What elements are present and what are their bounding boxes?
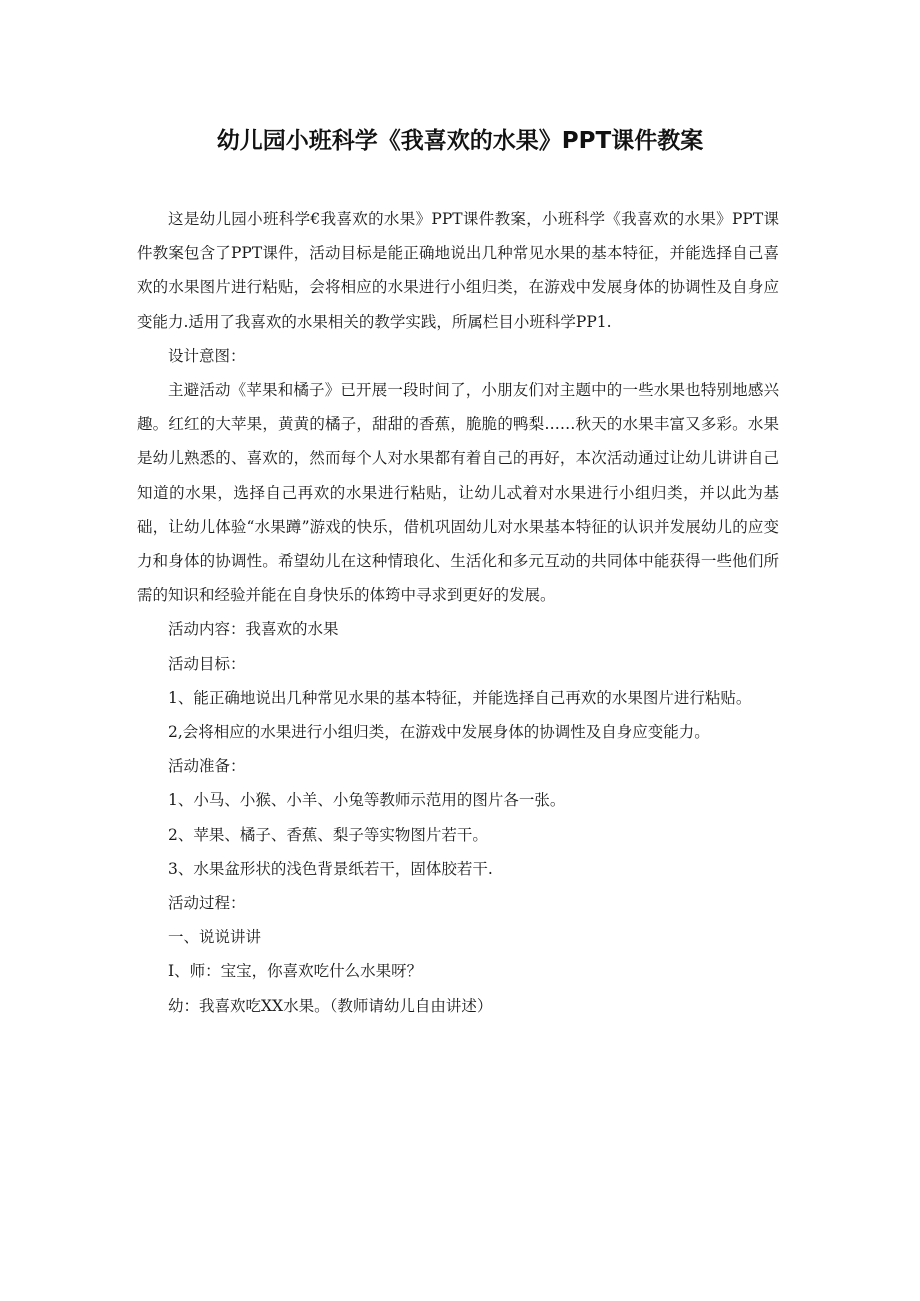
activity-goal-item: 2,会将相应的水果进行小组归类，在游戏中发展身体的协调性及自身应变能力。	[168, 723, 710, 742]
design-intent-paragraph: 主避活动《苹果和橘子》已开展一段时间了，小朋友们对主题中的一些水果也特别地感兴趣。红红的大苹果，黄黄的橘子，甜甜的香蕉，脆脆的鸭梨……秋天的水果丰富又多彩。水果是幼儿熟悉的、喜欢的，然而每个人对水果都有着自己的再好，本次活动通过让幼儿讲讲自己知道的水果，选择自己再欢的水果进行粘贴，让幼儿忒着对水果进行小组归类，并以此为基础，让幼儿体验“水果蹲”游戏的快乐，借机巩固幼儿对水果基本特征的认识并发展幼儿的应变力和身体的协调性。希望幼儿在这种情琅化、生活化和多元互动的共同体中能获得一些他们所需的知识和经验并能在自身快乐的体筠中寻求到更好的发展。	[137, 381, 779, 605]
activity-content-line: 活动内容：我喜欢的水果	[168, 620, 339, 639]
process-section-heading: 一、说说讲讲	[168, 928, 262, 947]
intro-paragraph: 这是幼儿园小班科学€我喜欢的水果》PPT课件教案，小班科学《我喜欢的水果》PPT课件教案包含了PPT课件，活动目标是能正确地说出几种常见水果的基本特征，并能选择自己喜欢的水果图片进行粘贴，会将相应的水果进行小组归类，在游戏中发展身体的协调性及自身应变能力.适用了我喜欢的水果相关的教学实践，所属栏目小班科学PP1.	[137, 210, 779, 331]
design-intent-heading: 设计意图：	[168, 346, 246, 365]
activity-process-heading: 活动过程：	[168, 894, 246, 913]
activity-goal-item: 1、能正确地说出几种常见水果的基本特征，并能选择自己再欢的水果图片进行粘贴。	[168, 688, 752, 707]
document-title: 幼儿园小班科学《我喜欢的水果》PPT课件教案	[216, 128, 704, 154]
preparation-item: 2、苹果、橘子、香蕉、梨子等实物图片若干。	[168, 825, 488, 844]
dialogue-line: 幼：我喜欢吃XX水果。（教师请幼儿自由讲述）	[168, 996, 493, 1015]
activity-goals-heading: 活动目标：	[168, 654, 246, 673]
activity-preparation-heading: 活动准备：	[168, 757, 246, 776]
dialogue-line: I、师：宝宝，你喜欢吃什么水果呀？	[168, 962, 423, 981]
document-body	[137, 202, 779, 1023]
preparation-item: 1、小马、小猴、小羊、小兔等教师示范用的图片各一张。	[168, 791, 566, 810]
preparation-item: 3、水果盆形状的浅色背景纸若干，固体胶若干.	[168, 859, 493, 878]
